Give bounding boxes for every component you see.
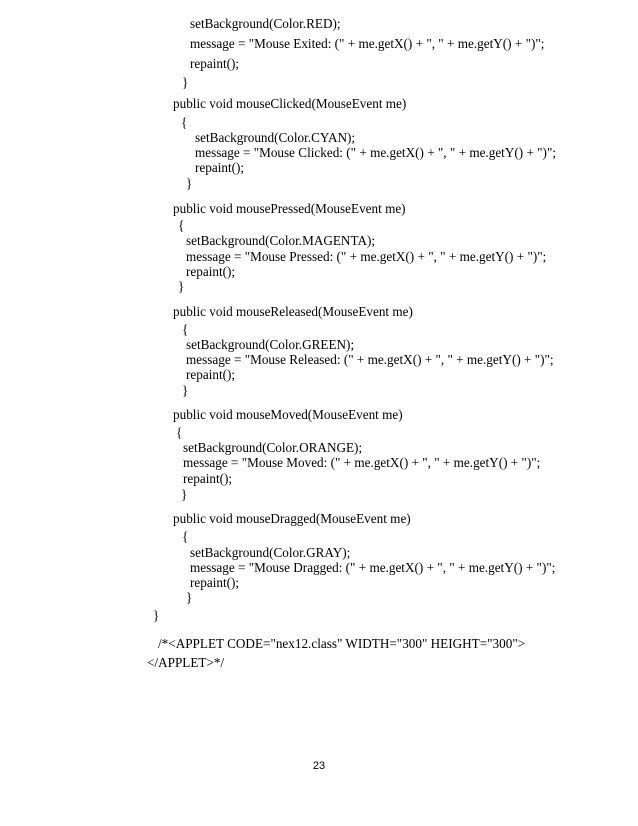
code-line: setBackground(Color.RED); bbox=[190, 16, 341, 31]
code-line: /*<APPLET CODE="nex12.class" WIDTH="300" HEIGHT="300"> bbox=[158, 636, 526, 651]
code-line: { bbox=[178, 218, 185, 233]
code-line: } bbox=[186, 590, 193, 605]
code-line: public void mouseDragged(MouseEvent me) bbox=[173, 511, 411, 526]
code-line: repaint(); bbox=[190, 56, 240, 71]
page-number: 23 bbox=[312, 760, 326, 772]
code-line: setBackground(Color.CYAN); bbox=[195, 130, 356, 145]
code-line: setBackground(Color.ORANGE); bbox=[183, 440, 363, 455]
code-line: { bbox=[176, 425, 183, 440]
code-line: } bbox=[181, 487, 188, 502]
code-line: } bbox=[186, 176, 193, 191]
code-line: repaint(); bbox=[190, 575, 240, 590]
code-line: } bbox=[182, 383, 189, 398]
code-line: message = "Mouse Clicked: (" + me.getX() + ", " + me.getY() + ")"; bbox=[195, 145, 556, 160]
code-line: { bbox=[182, 322, 189, 337]
code-line: repaint(); bbox=[183, 471, 233, 486]
code-line: setBackground(Color.MAGENTA); bbox=[186, 233, 376, 248]
code-line: message = "Mouse Exited: (" + me.getX() + ", " + me.getY() + ")"; bbox=[190, 36, 545, 51]
code-line: setBackground(Color.GREEN); bbox=[186, 337, 355, 352]
code-line: { bbox=[182, 529, 189, 544]
code-line: public void mouseMoved(MouseEvent me) bbox=[173, 407, 403, 422]
code-line: public void mouseClicked(MouseEvent me) bbox=[173, 96, 407, 111]
code-line: public void mouseReleased(MouseEvent me) bbox=[173, 304, 413, 319]
code-line: message = "Mouse Released: (" + me.getX() + ", " + me.getY() + ")"; bbox=[186, 352, 554, 367]
code-line: { bbox=[181, 115, 188, 130]
code-line: repaint(); bbox=[186, 367, 236, 382]
code-line: message = "Mouse Dragged: (" + me.getX() + ", " + me.getY() + ")"; bbox=[190, 560, 556, 575]
code-line: } bbox=[182, 75, 189, 90]
code-line: public void mousePressed(MouseEvent me) bbox=[173, 201, 406, 216]
code-line: message = "Mouse Pressed: (" + me.getX() + ", " + me.getY() + ")"; bbox=[186, 249, 547, 264]
code-line: } bbox=[178, 279, 185, 294]
code-line: repaint(); bbox=[195, 160, 245, 175]
code-line: message = "Mouse Moved: (" + me.getX() + ", " + me.getY() + ")"; bbox=[183, 455, 541, 470]
code-line: } bbox=[153, 608, 160, 623]
code-line: repaint(); bbox=[186, 264, 236, 279]
code-line: setBackground(Color.GRAY); bbox=[190, 545, 351, 560]
code-line: </APPLET>*/ bbox=[147, 655, 225, 670]
